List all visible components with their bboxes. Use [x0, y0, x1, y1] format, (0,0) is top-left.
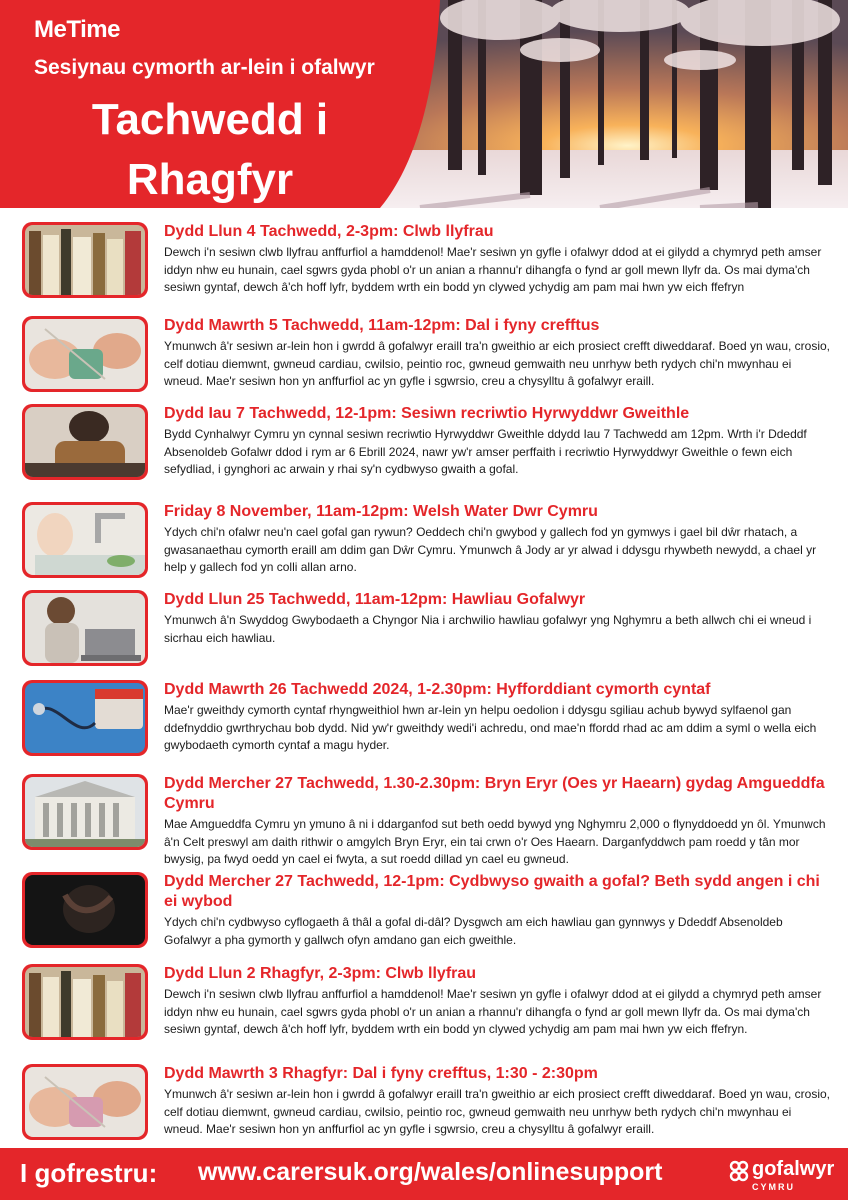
stressed-person-image: [25, 875, 145, 945]
event-title: Dydd Mawrth 26 Tachwedd 2024, 1-2.30pm: Hyfforddiant cymorth cyntaf: [164, 681, 711, 698]
page-title-line2: Rhagfyr: [126, 155, 294, 204]
event-description: Ydych chi'n ofalwr neu'n cael gofal gan rywun? Oeddech chi'n gwybod y gallech fod yn gymwys i gael bil dŵr rhatach, a gwasanaethau cymorth eraill am ddim gan Dŵr Cymru. Ymunwch â Jody ar yr alwad i ddysgu rhywbeth newydd, a chael yr help y gallech fod yn colli allan arno.: [164, 525, 817, 574]
event-description: Mae Amgueddfa Cymru yn ymuno â ni i ddarganfod sut beth oedd bywyd yng Nghymru 2,000 o flynyddoedd yn ôl. Ymunwch â'n Celt preswyl am daith rithwir o amgylch Bryn Eryr, ein tai crwn o'r Oes Haearn. Darganfyddwch pam roedd y tân mor bwysig, pa fwyd oedd yn cael ei fwyta, a sut roedd dillad yn cael eu gwneud.: [164, 817, 826, 866]
event-description: Dewch i'n sesiwn clwb llyfrau anffurfiol a hamddenol! Mae'r sesiwn yn gyfle i ofalwyr ddod at ei gilydd a chymryd peth amser iddyn nhw eu hunain, cael sgwrs gyda phobl o'r un anian a rhannu'r dihangfa o fynd ar goll mewn llyfr da. Os mai dyma'ch sesiwn gyntaf, dewch â'ch hoff lyfr, byddem wrth ein bodd yn clywed ychydig am pam mai hwn yw eich ffefryn: [164, 245, 822, 294]
event-thumbnail: [22, 1064, 148, 1140]
event-title: Dydd Llun 2 Rhagfyr, 2-3pm: Clwb llyfrau: [164, 965, 477, 982]
event-thumbnail: [22, 774, 148, 850]
footer-bar: [0, 1148, 848, 1200]
event-description: Ymunwch â'r sesiwn ar-lein hon i gwrdd â gofalwyr eraill tra'n gweithio ar eich prosiect crefft diweddaraf. Boed yn wau, crosio, celf dotiau diemwnt, gwneud cardiau, cwilsio, peintio roc, gwneud gemwaith neu unrhyw beth rydych chi'n mwynhau ei wneud. Mae'r sesiwn hon yn anffurfiol ac yn gyfle i sgwrsio, creu a chysylltu â gofalwyr eraill.: [164, 339, 831, 388]
event-description: Ydych chi'n cydbwyso cyflogaeth â thâl a gofal di-dâl? Dysgwch am eich hawliau gan gynnwys y Ddeddf Absenoldeb Gofalwyr a pha gymorth y gallwch ofyn amdano gan eich gweithle.: [164, 915, 783, 947]
event-title: Friday 8 November, 11am-12pm: Welsh Water Dwr Cymru: [164, 503, 598, 520]
register-label: I gofrestru:: [20, 1158, 158, 1188]
event-title: Dydd Mawrth 5 Tachwedd, 11am-12pm: Dal i fyny crefftus: [164, 317, 600, 334]
event-thumbnail: [22, 502, 148, 578]
knitting-image: [25, 319, 145, 389]
event-title: Dydd Mawrth 3 Rhagfyr: Dal i fyny crefftus, 1:30 - 2:30pm: [164, 1065, 598, 1082]
event-description: Ymunwch â'r sesiwn ar-lein hon i gwrdd â gofalwyr eraill tra'n gweithio ar eich prosiect crefft diweddaraf. Boed yn wau, crosio, celf dotiau diemwnt, gwneud cardiau, cwilsio, peintio roc, gwneud gemwaith neu unrhyw beth rydych chi'n mwynhau ei wneud. Mae'r sesiwn hon yn anffurfiol ac yn gyfle i sgwrsio, creu a chysylltu â gofalwyr eraill.: [164, 1087, 831, 1136]
event-thumbnail: [22, 872, 148, 948]
event-description: Dewch i'n sesiwn clwb llyfrau anffurfiol a hamddenol! Mae'r sesiwn yn gyfle i ofalwyr ddod at ei gilydd a chymryd peth amser iddyn nhw eu hunain, cael sgwrs gyda phobl o'r un anian a rhannu'r dihangfa o fynd ar goll mewn llyfr da. Os mai dyma'ch sesiwn gyntaf, dewch â'ch hoff lyfr, byddem wrth ein bodd yn clywed ychydig am pam mai hwn yw eich ffefryn.: [164, 987, 822, 1036]
books-image: [25, 225, 145, 295]
event-thumbnail: [22, 964, 148, 1040]
header-banner: [0, 0, 848, 208]
page-title-line1: Tachwedd i: [91, 95, 329, 144]
knitting-image: [25, 1067, 145, 1137]
logo-sub: CYMRU: [752, 1182, 795, 1192]
brand-name: MeTime: [34, 16, 120, 43]
event-thumbnail: [22, 680, 148, 756]
event-thumbnail: [22, 222, 148, 298]
event-description: Ymunwch â'n Swyddog Gwybodaeth a Chyngor Nia i archwilio hawliau gofalwyr yng Nghymru a beth allwch chi ei wneud i sicrhau eich hawliau.: [164, 613, 812, 645]
event-description: Mae'r gweithdy cymorth cyntaf rhyngweithiol hwn ar-lein yn helpu oedolion i ddysgu sgiliau achub bywyd sylfaenol gan ddefnyddio gwrthrychau bob dydd. Nid yw'r gweithdy wedi'i achredu, ond mae'n ffordd rhad ac am ddim a syml o wella eich gwybodaeth cymorth cyntaf a magu hyder.: [164, 703, 817, 752]
event-thumbnail: [22, 590, 148, 666]
event-description: Bydd Cynhalwyr Cymru yn cynnal sesiwn recriwtio Hyrwyddwr Gweithle ddydd Iau 7 Tachwedd am 12pm. Wrth i'r Ddeddf Absenoldeb Gofalwr ddod i rym ar 6 Ebrill 2024, nawr yw'r amser perffaith i recriwtio Hyrwyddwyr Gweithle o fewn eich sefydliad, i gynghori ac arwain y rhai sy'n cydbwyso gwaith a gofal.: [164, 427, 807, 476]
event-thumbnail: [22, 404, 148, 480]
logo-name: gofalwyr: [752, 1158, 835, 1180]
event-title: Dydd Mercher 27 Tachwedd, 12-1pm: Cydbwyso gwaith a gofal? Beth sydd angen i chi ei wybod: [164, 873, 820, 910]
event-thumbnail: [22, 316, 148, 392]
first-aid-image: [25, 683, 145, 753]
water-tap-image: [25, 505, 145, 575]
event-title: Dydd Llun 25 Tachwedd, 11am-12pm: Hawliau Gofalwyr: [164, 591, 586, 608]
laptop-image: [25, 593, 145, 663]
event-title: Dydd Mercher 27 Tachwedd, 1.30-2.30pm: Bryn Eryr (Oes yr Haearn) gydag Amgueddfa Cymru: [164, 775, 825, 812]
workplace-image: [25, 407, 145, 477]
museum-image: [25, 777, 145, 847]
books-image: [25, 967, 145, 1037]
header-subtitle: Sesiynau cymorth ar-lein i ofalwyr: [34, 56, 375, 79]
register-link[interactable]: www.carersuk.org/wales/onlinesupport: [198, 1158, 663, 1186]
event-title: Dydd Llun 4 Tachwedd, 2-3pm: Clwb llyfrau: [164, 223, 494, 240]
logo-mark-icon: [728, 1160, 750, 1184]
event-title: Dydd Iau 7 Tachwedd, 12-1pm: Sesiwn recriwtio Hyrwyddwr Gweithle: [164, 405, 690, 422]
